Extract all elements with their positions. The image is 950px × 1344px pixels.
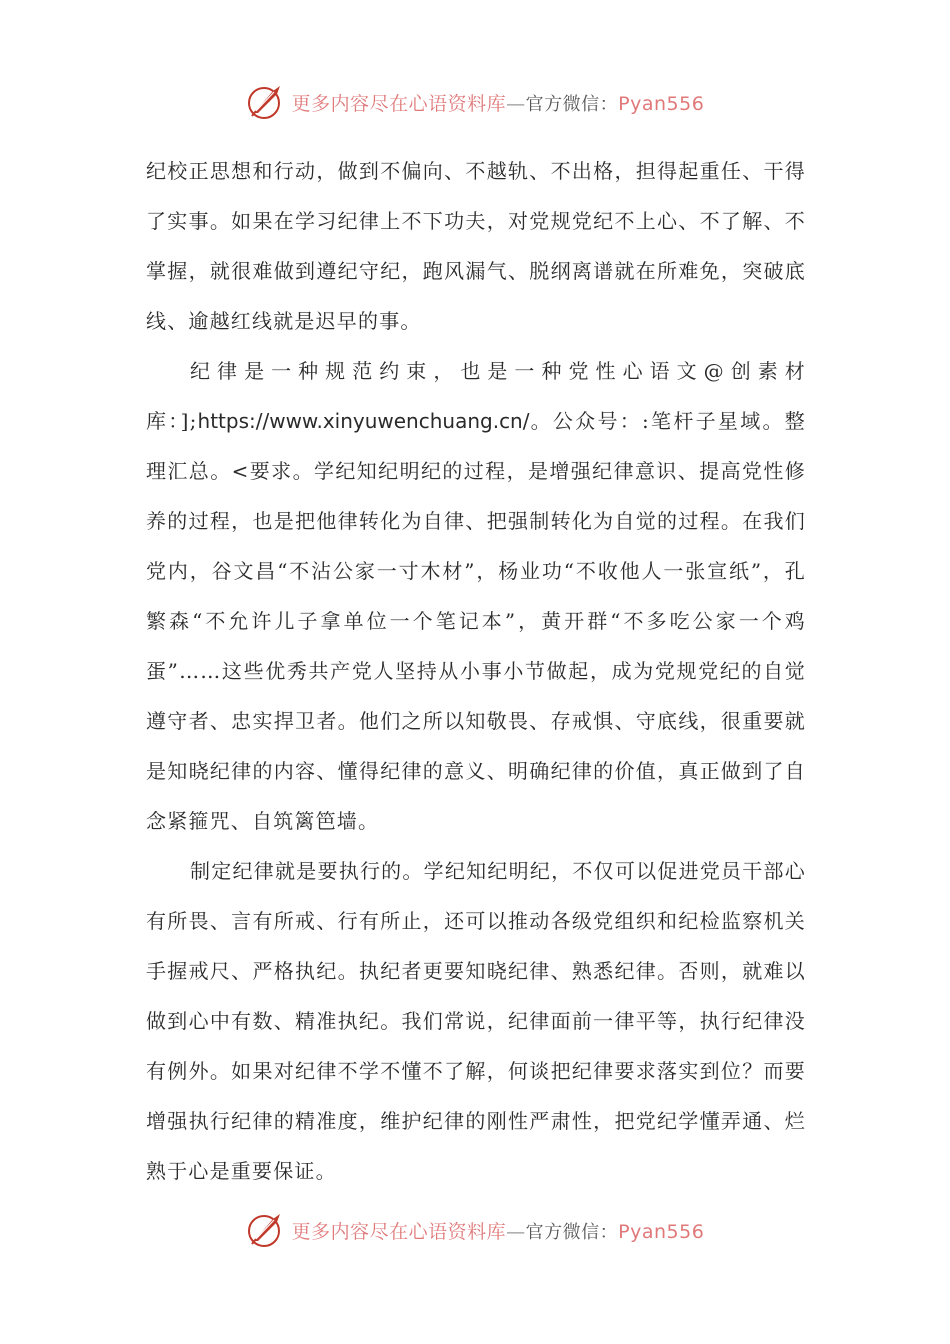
banner-dash: —	[506, 1220, 526, 1243]
banner-text	[292, 89, 705, 116]
paragraph-2	[146, 346, 806, 846]
paragraph-1: 纪校正思想和行动，做到不偏向、不越轨、不出格，担得起重任、干得了实事。如果在学习纪律上不下功夫，对党规党纪不上心、不了解、不掌握，就很难做到遵纪守纪，跑风漏气、脱纲离谱就在所难免，突破底线、逾越红线就是迟早的事。	[146, 159, 806, 333]
banner-dash: —	[506, 92, 526, 115]
banner-wechat-label: 官方微信：	[525, 1221, 619, 1243]
banner-main-text: 更多内容尽在心语资料库	[291, 92, 507, 115]
paragraph-2-part-a: 纪律是一种规范约束，也是一种党性心语文@创素材库：];	[146, 359, 806, 433]
quill-logo-icon	[246, 82, 286, 122]
header-banner	[0, 80, 950, 124]
footer-banner	[0, 1208, 950, 1252]
document-body	[146, 146, 806, 1196]
paragraph-2-part-b: 。公众号：:笔杆子星域。整理汇总。<要求。学纪知纪明纪的过程，是增强纪律意识、提高党性修养的过程，也是把他律转化为自律、把强制转化为自觉的过程。在我们党内，谷文昌“不沾公家一寸木材”，杨业功“不收他人一张宣纸”，孔繁森“不允许儿子拿单位一个笔记本”，黄开群“不多吃公家一个鸡蛋”……这些优秀共产党人坚持从小事小节做起，成为党规党纪的自觉遵守者、忠实捍卫者。他们之所以知敬畏、存戒惧、守底线，很重要就是知晓纪律的内容、懂得纪律的意义、明确纪律的价值，真正做到了自念紧箍咒、自筑篱笆墙。	[146, 409, 807, 833]
banner-text	[292, 1217, 705, 1244]
paragraph-3: 制定纪律就是要执行的。学纪知纪明纪，不仅可以促进党员干部心有所畏、言有所戒、行有所止，还可以推动各级党组织和纪检监察机关手握戒尺、严格执纪。执纪者更要知晓纪律、熟悉纪律。否则，就难以做到心中有数、精准执纪。我们常说，纪律面前一律平等，执行纪律没有例外。如果对纪律不学不懂不了解，何谈把纪律要求落实到位？而要增强执行纪律的精准度，维护纪律的刚性严肃性，把党纪学懂弄通、烂熟于心是重要保证。	[146, 859, 806, 1183]
quill-logo-icon	[246, 1210, 286, 1250]
banner-wechat-id: Pyan556	[618, 92, 705, 115]
banner-main-text: 更多内容尽在心语资料库	[291, 1220, 507, 1243]
banner-wechat-label: 官方微信：	[525, 93, 619, 115]
banner-wechat-id: Pyan556	[618, 1220, 705, 1243]
paragraph-2-url: https://www.xinyuwenchuang.cn/	[197, 409, 530, 433]
